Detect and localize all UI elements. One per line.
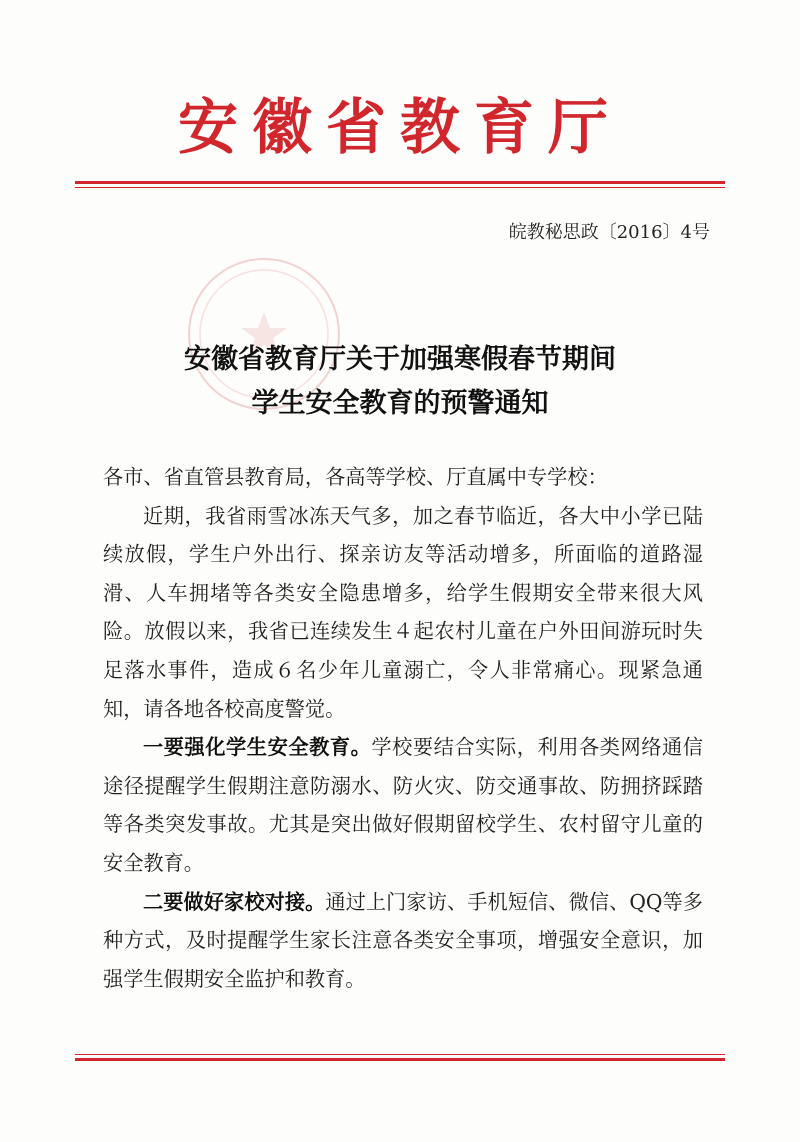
item-2-heading: 二要做好家校对接。 (143, 889, 326, 914)
document-number: 皖教秘思政〔2016〕4号 (508, 222, 710, 243)
notice-title-line-2: 学生安全教育的预警通知 (251, 388, 549, 419)
item-1-heading: 一要强化学生安全教育。 (143, 735, 372, 760)
item-2-text: 通过上门家访、手机短信、微信、QQ等多种方式，及时提醒学生家长注意各类安全事项，增强安全意识，加强学生假期安全监护和教育。 (103, 889, 703, 991)
paragraph-intro: 近期，我省雨雪冰冻天气多，加之春节临近，各大中小学已陆续放假，学生户外出行、探亲访友等活动增多，所面临的道路湿滑、人车拥堵等各类安全隐患增多，给学生假期安全带来很大风险。放假以来，我省已连续发生４起农村儿童在户外田间游玩时失足落水事件，造成６名少年儿童溺亡，令人非常痛心。现紧急通知，请各地各校高度警觉。 (103, 503, 703, 721)
header-rule-thin (75, 187, 725, 188)
org-header-title: 安徽省教育厅 (178, 93, 622, 163)
paragraph-item-2 (103, 883, 703, 999)
notice-title (0, 338, 800, 426)
item-1-text: 学校要结合实际，利用各类网络通信途径提醒学生假期注意防溺水、防火灾、防交通事故、防拥挤踩踏等各类突发事故。尤其是突出做好假期留校学生、农村留守儿童的安全教育。 (103, 735, 703, 875)
footer-rule-thick (75, 1058, 725, 1061)
salutation: 各市、省直管县教育局，各高等学校、厅直属中专学校： (103, 465, 608, 489)
notice-title-line-1: 安徽省教育厅关于加强寒假春节期间 (184, 344, 616, 375)
paragraph-item-1 (103, 728, 703, 882)
footer-rule-thin (75, 1054, 725, 1055)
notice-body (103, 458, 703, 998)
header-rule-thick (75, 181, 725, 184)
